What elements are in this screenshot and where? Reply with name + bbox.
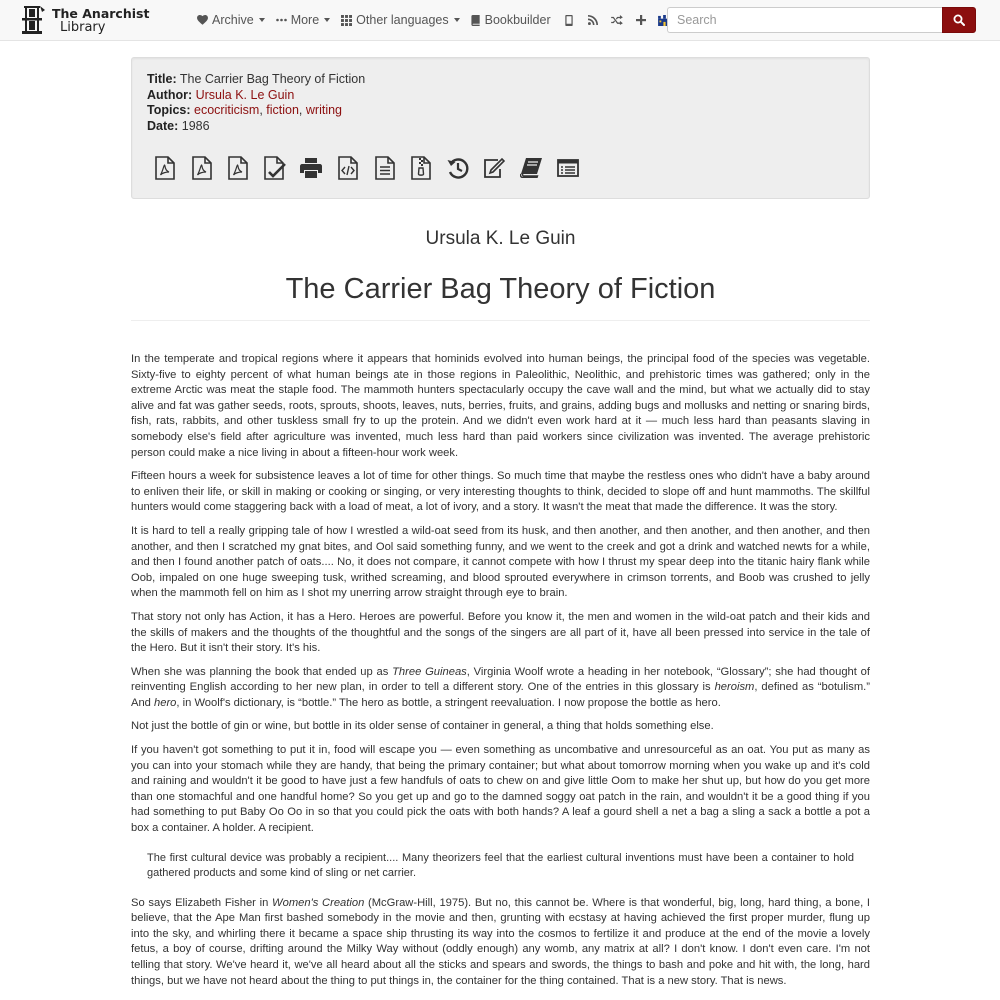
brand-name	[52, 7, 149, 35]
chevron-down-icon	[324, 18, 330, 22]
download-pdf-letter-button[interactable]	[187, 154, 217, 182]
grid-icon	[341, 15, 352, 26]
paragraph: Not just the bottle of gin or wine, but bottle in its older sense of container in general, a thing that holds something else.	[131, 720, 714, 733]
book-icon	[471, 15, 481, 26]
topic-link-fiction[interactable]: fiction	[266, 103, 299, 118]
view-history-button[interactable]	[443, 154, 473, 182]
paragraph-text: , Virginia Woolf wrote a heading in her notebook, “Glossary”; she had thought of reinventing English according to her new plan, in order to tell a different story. One of the entries in this glossary is	[131, 665, 870, 694]
random-text-button[interactable]	[610, 0, 624, 40]
plus-icon	[636, 15, 646, 25]
date-row	[147, 119, 365, 135]
paragraph: In the temperate and tropical regions where it appears that hominids evolved into human beings, the principal food of the species was vegetable. Sixty-five to eighty percent of what human beings ate in those regions in Paleolithic, Neolithic, and prehistoric times was gathered; only in the extreme Arctic was meat the staple food. The mammoth hunters spectacularly occupy the cave wall and the mind, but what we actually did to stay alive and fat was gather seeds, roots, sprouts, shoots, leaves, nuts, berries, fruits, and grains, adding bugs and mollusks and netting or snaring birds, fish, rats, rabbits, and other tuskless small fry to up the protein. And we didn't even work hard at it — much less hard than peasants slaving in somebody else's field after agriculture was invented, much less hard than paid workers since civilization was invented. The average prehistoric person could make a nice living in about a fifteen-hour work week.	[131, 353, 870, 459]
book-title-emphasis: Women's Creation	[272, 896, 365, 909]
source-zip-icon	[411, 156, 431, 180]
history-icon	[447, 157, 469, 179]
print-icon	[300, 158, 322, 178]
bookbuilder-add-icon	[557, 159, 579, 177]
author-row	[147, 88, 365, 104]
text-metadata-panel	[131, 57, 870, 199]
paragraph-text: (McGraw-Hill, 1975). But no, this cannot be. Where is that wonderful, big, long, hard thing, a bone, I believe, that the Ape Man first bashed somebody in the movie and then, grunting with ecstasy at having achieved the first proper murder, flung up into the sky, and whirling there it became a space ship thrusting its way into the cosmos to fertilize it and produce at the end of the movie a lovely fetus, a boy of course, drifting around the Milky Way without (oddly enough) any womb, any matrix at all? I don't know. I don't even care. I'm not telling that story. We've heard it, we've all heard about all the sticks and spears and swords, the things to bash and poke and hit with, the long, hard things, but we have not heard about the thing to put things in, the container for the thing contained. That is a new story. That is news.	[131, 896, 871, 987]
book-icon	[520, 158, 542, 178]
navbar	[0, 0, 1000, 41]
author-label: Author:	[147, 87, 193, 102]
bookbuilder-link[interactable]	[471, 13, 551, 27]
rss-icon	[588, 15, 598, 25]
chevron-down-icon	[454, 18, 460, 22]
chevron-down-icon	[259, 18, 265, 22]
paragraph-text: , in Woolf's dictionary, is “bottle.” The hero as bottle, a stringent reevaluation. I now propose the bottle as hero.	[176, 696, 721, 709]
block-quote: The first cultural device was probably a recipient.... Many theorizers feel that the earliest cultural inventions must have been a container to hold gathered products and some kind of sling or net carrier.	[147, 851, 854, 880]
shuffle-icon	[611, 15, 623, 25]
metadata-lines	[147, 72, 365, 135]
book-title-emphasis: Three Guineas	[392, 665, 467, 678]
paragraph	[131, 896, 870, 990]
other-languages-menu[interactable]	[341, 13, 459, 27]
download-formats	[150, 154, 589, 182]
paragraph: It is hard to tell a really gripping tale of how I wrestled a wild-oat seed from its husk, and then another, and then another, and then another, and then another, and then I scratched my gnat bites, and Ool said something funny, and we went to the creek and got a drink and watched newts for a while, and then I found another patch of oats.... No, it does not compare, it cannot compete with how I thrust my spear deep into the titanic hairy flank while Oob, impaled on one huge sweeping tusk, writhed screaming, and blood sprouted everywhere in crimson torrents, and Boob was crushed to jelly when the mammoth fell on him as I shot my unerring arrow straight through eye to brain.	[131, 524, 870, 600]
title-label: Title:	[147, 72, 177, 86]
glossary-term-emphasis: heroism	[714, 681, 755, 694]
pdf-letter-icon	[192, 156, 212, 180]
topics-label: Topics:	[147, 103, 191, 118]
heart-icon	[197, 15, 208, 25]
add-to-bookbuilder-button[interactable]	[516, 154, 546, 182]
search-input[interactable]	[667, 7, 942, 33]
other-languages-label: Other languages	[356, 13, 449, 27]
add-text-button[interactable]	[634, 0, 648, 40]
search-button[interactable]	[942, 7, 976, 33]
mobile-view-button[interactable]	[562, 0, 576, 40]
bookbuilder-list-button[interactable]	[553, 154, 583, 182]
download-pdf-a4-button[interactable]	[150, 154, 180, 182]
topic-link-writing[interactable]: writing	[305, 103, 342, 118]
date-value: 1986	[181, 119, 210, 134]
title-row	[147, 72, 365, 88]
rss-feed-button[interactable]	[586, 0, 600, 40]
paragraph: Fifteen hours a week for subsistence leaves a lot of time for other things. So much time that maybe the restless ones who didn't have a baby around to enliven their life, or skill in making or cooking or singing, or very interesting thoughts to think, decided to slope off and hunt mammoths. The skillful hunters would come staggering back with a load of meat, a lot of ivory, and a story. It wasn't the meat that made the difference. It was the story.	[131, 470, 870, 514]
library-logo-icon	[20, 4, 46, 37]
title-value: The Carrier Bag Theory of Fiction	[179, 72, 366, 86]
paragraph	[131, 665, 870, 712]
more-label: More	[290, 13, 320, 27]
archive-label: Archive	[212, 13, 254, 27]
archive-menu[interactable]	[197, 13, 265, 27]
search-icon	[953, 14, 965, 26]
edit-icon	[483, 157, 505, 179]
mobile-icon	[565, 15, 573, 26]
brand-line-2: Library	[60, 19, 106, 35]
download-pdf-imposed-button[interactable]	[223, 154, 253, 182]
download-source-button[interactable]	[406, 154, 436, 182]
download-plain-text-button[interactable]	[370, 154, 400, 182]
divider	[131, 320, 870, 321]
print-button[interactable]	[296, 154, 326, 182]
edit-text-button[interactable]	[479, 154, 509, 182]
author-link[interactable]: Ursula K. Le Guin	[195, 87, 295, 102]
topics-row	[147, 103, 365, 119]
epub-icon	[338, 156, 358, 180]
paragraph: That story not only has Action, it has a Hero. Heroes are powerful. Before you know it, the men and women in the wild-oat patch and their kids and the skills of makers and the thoughts of the thoughtful and the songs of the singers are all part of it, have all been pressed into service in the tale of the Hero. But it isn't their story. It's his.	[131, 610, 870, 655]
paragraph-text: So says Elizabeth Fisher in	[131, 896, 273, 909]
more-menu[interactable]	[276, 13, 330, 27]
pdf-signed-icon	[264, 156, 286, 180]
topic-separator: ,	[298, 103, 306, 118]
pdf-a4-icon	[155, 156, 175, 180]
paragraph-text: When she was planning the book that ended up as	[131, 665, 393, 678]
paragraph-text: , defined as “botulism.” And	[131, 681, 870, 709]
date-label: Date:	[147, 119, 179, 134]
search-form	[667, 7, 976, 33]
topic-link-ecocriticism[interactable]: ecocriticism	[194, 103, 260, 118]
download-epub-button[interactable]	[333, 154, 363, 182]
bookbuilder-label: Bookbuilder	[484, 13, 551, 27]
pdf-imposed-icon	[228, 156, 248, 180]
text-title-heading: The Carrier Bag Theory of Fiction	[285, 273, 716, 305]
text-author-heading: Ursula K. Le Guin	[425, 228, 576, 249]
download-signed-button[interactable]	[260, 154, 290, 182]
topic-separator: ,	[259, 103, 267, 118]
glossary-term-emphasis: hero	[154, 696, 177, 709]
text-file-icon	[375, 156, 395, 180]
ellipsis-icon	[276, 18, 287, 22]
text-body	[131, 352, 870, 997]
nav-menu	[197, 0, 682, 40]
brand-line-1: The Anarchist	[52, 5, 150, 21]
paragraph: If you haven't got something to put it in, food will escape you — even something as uncombative and unresourceful as an oat. You put as many as you can into your stomach while they are handy, that being the primary container; but what about tomorrow morning when you wake up and it's cold and raining and wouldn't it be good to have just a few handfuls of oats to chew on and give little Oom to make her shut up, but how do you get more than one stomachful and one handful home? So you get up and go to the damned soggy oat patch in the rain, and wouldn't it be a good thing if you had something to put Baby Oo Oo in so that you could pick the oats with both hands? A leaf a gourd shell a net a bag a sling a sack a bottle a pot a box a container. A holder. A recipient.	[131, 744, 870, 835]
brand-home-link[interactable]	[20, 3, 149, 38]
